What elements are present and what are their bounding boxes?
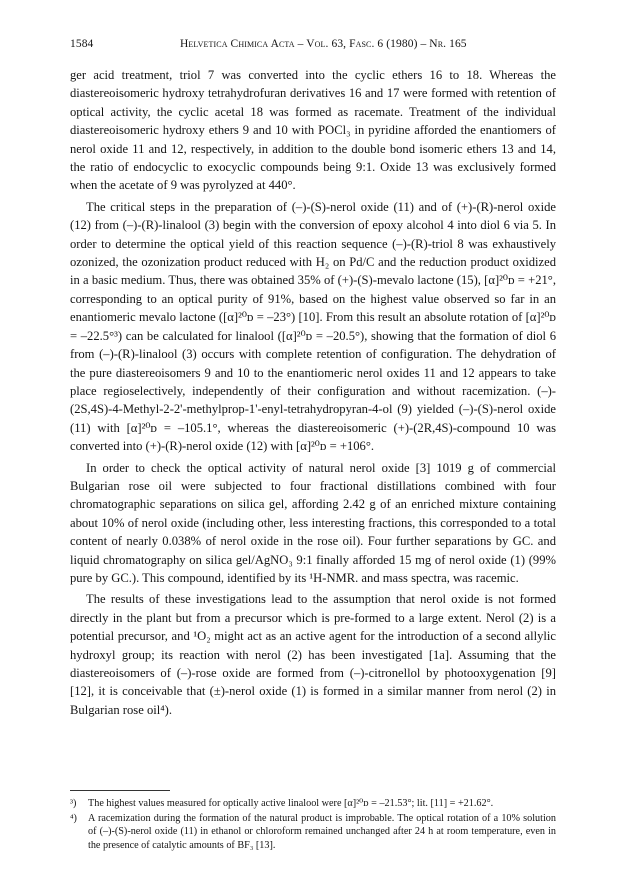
paragraph-natural-nerol-oxide: In order to check the optical activity of natural nerol oxide [3] 1019 g of commercial Bulgarian rose oil were subjected to four fractional distillations combined with four chromatographic separations on silica gel, affording 2.42 g of an enriched mixture containing about 10% of nerol oxide (including other, less interesting fractions, this corresponded to a total content of nearly 0.038% of nerol oxide in the rose oil). Four further separations by GC. and liquid chromatography on silica gel/AgNO₃ 9:1 finally afforded 15 mg of nerol oxide (1) (99% pure by GC.). This compound, identified by its ¹H-NMR. and mass spectra, was racemic.	[70, 460, 556, 585]
footnote-text: A racemization during the formation of the natural product is improbable. The optical rotation of a 10% solution of (–)-(S)-nerol oxide (11) in ethanol or chloroform remained unchanged after 24 h at room temperature, even in the presence of catalytic amounts of BF₃ [13].	[88, 812, 556, 851]
running-title: Helvetica Chimica Acta – Vol. 63, Fasc. 6 (1980) – Nr. 165	[180, 38, 467, 50]
paragraph-critical-steps: The critical steps in the preparation of (–)-(S)-nerol oxide (11) and of (+)-(R)-nerol oxide (12) from (–)-(R)-linalool (3) begin with the conversion of epoxy alcohol 4 into diol 6 via 5. In order to determine the optical yield of this reaction sequence (–)-(R)-triol 8 was exhaustively ozonized, the ozonization product reduced with H₂ on Pd/C and the reduction product oxidized in a basic medium. Thus, there was obtained 35% of (+)-(S)-mevalo lactone (15), [α]²⁰ᴅ = +21°, corresponding to an optical purity of 91%, based on the highest value observed so far in an enantiomeric mevalo lactone ([α]²⁰ᴅ = –23°) [10]. From this result an absolute rotation of [α]²⁰ᴅ = –22.5°³) can be calculated for linalool ([α]²⁰ᴅ = –20.5°), showing that the formation of diol 6 from (–)-(R)-linalool (3) occurs with complete retention of configuration. The dehydration of the pure diastereoisomers 9 and 10 to the enantiomeric nerol oxides 11 and 12 appears to take place regioselectively, independently of their configuration and without racemization. (–)-(2S,4S)-4-Methyl-2-2'-methylprop-1'-enyl-tetrahydropyran-4-ol (9) yielded (–)-(S)-nerol oxide (11) with [α]²⁰ᴅ = –105.1°, whereas the diastereoisomeric (+)-(2R,4S)-compound 10 was converted into (+)-(R)-nerol oxide (12) with [α]²⁰ᴅ = +106°.	[70, 199, 556, 454]
footnote-mark: ⁴)	[70, 812, 77, 824]
paragraph-results: The results of these investigations lead to the assumption that nerol oxide is not formed directly in the plant but from a precursor which is pre-formed to a large extent. Nerol (2) is a potential precursor, and ¹O₂ might act as an active agent for the introduction of a second allylic hydroxyl group; its reaction with nerol (2) has been investigated [1a]. Assuming that the diastereoisomers of (–)-rose oxide are formed from (–)-citronellol by photooxygenation [9] [12], it is conceivable that (±)-nerol oxide (1) is formed in a similar manner from nerol (2) in Bulgarian rose oil⁴).	[70, 592, 556, 717]
paragraph-continued: ger acid treatment, triol 7 was converted into the cyclic ethers 16 to 18. Whereas the diastereoisomeric hydroxy tetrahydrofuran derivatives 16 and 17 were formed with retention of optical activity, the cyclic acetal 18 was formed as racemate. Treatment of the individual diastereoisomeric hydroxy ethers 9 and 10 with POCl₃ in pyridine afforded the enantiomers of nerol oxide 11 and 12, respectively, in addition to the double bond isomeric ethers 13 and 14, the ratio of endocyclic to exocyclic compounds being 9:1. Oxide 13 was exclusively formed when the acetate of 9 was pyrolyzed at 440°.	[70, 68, 556, 193]
page-header	[70, 38, 556, 54]
footnotes	[70, 797, 556, 853]
footnote	[70, 797, 556, 811]
footnote-mark: ³)	[70, 798, 77, 809]
article-body	[70, 66, 556, 722]
footnote	[70, 812, 556, 853]
footnote-rule	[70, 790, 170, 791]
footnote-text: The highest values measured for optically active linalool were [α]²⁰ᴅ = –21.53°; lit. [11] = +21.62°.	[88, 798, 494, 809]
page-number: 1584	[70, 38, 94, 50]
